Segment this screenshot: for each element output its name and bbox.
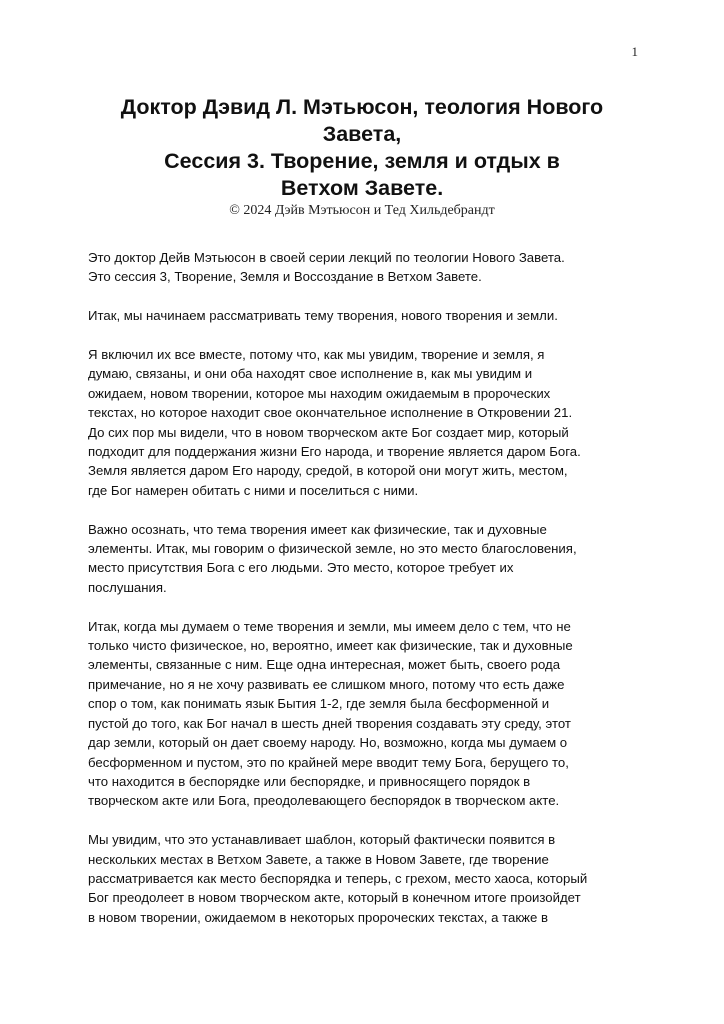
page-number: 1 — [631, 44, 638, 59]
text-line: Это сессия 3, Творение, Земля и Воссоздание в Ветхом Завете. — [88, 269, 482, 285]
text-line: Итак, мы начинаем рассматривать тему творения, нового творения и земли. — [88, 308, 558, 324]
text-line: послушания. — [88, 579, 167, 595]
text-line: Важно осознать, что тема творения имеет как физические, так и духовные — [88, 521, 547, 537]
text-line: ожидаем, новом творении, которое мы находим ожидаемым в пророческих — [88, 385, 551, 401]
paragraph-4 — [88, 520, 648, 598]
text-line: элементы. Итак, мы говорим о физической земле, но это место благословения, — [88, 541, 577, 557]
text-line: Итак, когда мы думаем о теме творения и земли, мы имеем дело с тем, что не — [88, 618, 571, 634]
text-line: бесформенном и пустом, это по крайней мере вводит тему Бога, берущего то, — [88, 754, 569, 770]
paragraph-2 — [88, 306, 648, 325]
copyright-notice: © 2024 Дэйв Мэтьюсон и Тед Хильдебрандт — [229, 203, 495, 218]
text-line: элементы, связанные с ним. Еще одна интересная, может быть, своего рода — [88, 657, 561, 673]
title-line: Сессия 3. Творение, земля и отдых в — [164, 149, 560, 173]
text-line: пустой до того, как Бог начал в шесть дней творения создавать эту среду, этот — [88, 715, 571, 731]
text-line: спор о том, как понимать язык Бытия 1-2, где земля была бесформенной и — [88, 696, 550, 712]
text-line: место присутствия Бога с его людьми. Это место, которое требует их — [88, 560, 514, 576]
title-line: Доктор Дэвид Л. Мэтьюсон, теология Нового — [120, 95, 604, 119]
text-line: творческом акте или Бога, преодолевающего беспорядок в творческом акте. — [88, 793, 560, 809]
text-line: дар земли, который он дает своему народу. Но, возможно, когда мы думаем о — [88, 735, 568, 751]
text-line: Земля является даром Его народу, средой, в которой они могут жить, местом, — [88, 463, 568, 479]
paragraph-1 — [88, 248, 648, 287]
text-line: думаю, связаны, и они оба находят свое исполнение в, как мы увидим и — [88, 366, 533, 382]
paragraph-5 — [88, 617, 648, 811]
text-line: текстах, но которое находит свое окончательное исполнение в Откровении 21. — [88, 405, 573, 421]
title-line: Ветхом Завете. — [280, 176, 444, 200]
text-line: подходит для поддержания жизни Его народа, и творение является даром Бога. — [88, 444, 581, 460]
text-line: Я включил их все вместе, потому что, как мы увидим, творение и земля, я — [88, 347, 545, 362]
text-line: До сих пор мы видели, что в новом творческом акте Бог создает мир, который — [88, 424, 569, 440]
text-line: Это доктор Дейв Мэтьюсон в своей серии лекций по теологии Нового Завета. — [88, 250, 565, 265]
title-block — [60, 94, 664, 220]
text-line: только чисто физическое, но, вероятно, имеет как физические, так и духовные — [88, 638, 573, 654]
text-line: где Бог намерен обитать с ними и поселиться с ними. — [88, 482, 419, 498]
paragraph-3 — [88, 345, 648, 500]
text-line: Мы увидим, что это устанавливает шаблон, который фактически появится в — [88, 832, 556, 848]
text-line: Бог преодолеет в новом творческом акте, который в конечном итоге произойдет — [88, 890, 581, 906]
body-text — [88, 248, 648, 947]
paragraph-6 — [88, 830, 648, 927]
text-line: примечание, но я не хочу развивать ее слишком много, потому что есть даже — [88, 676, 565, 692]
title-line: Завета, — [322, 122, 402, 146]
text-line: в новом творении, ожидаемом в некоторых пророческих текстах, а также в — [88, 909, 548, 925]
text-line: что находится в беспорядке или беспорядке, и привносящего порядок в — [88, 773, 531, 789]
text-line: рассматривается как место беспорядка и теперь, с грехом, место хаоса, который — [88, 870, 588, 886]
text-line: нескольких местах в Ветхом Завете, а также в Новом Завете, где творение — [88, 851, 549, 867]
